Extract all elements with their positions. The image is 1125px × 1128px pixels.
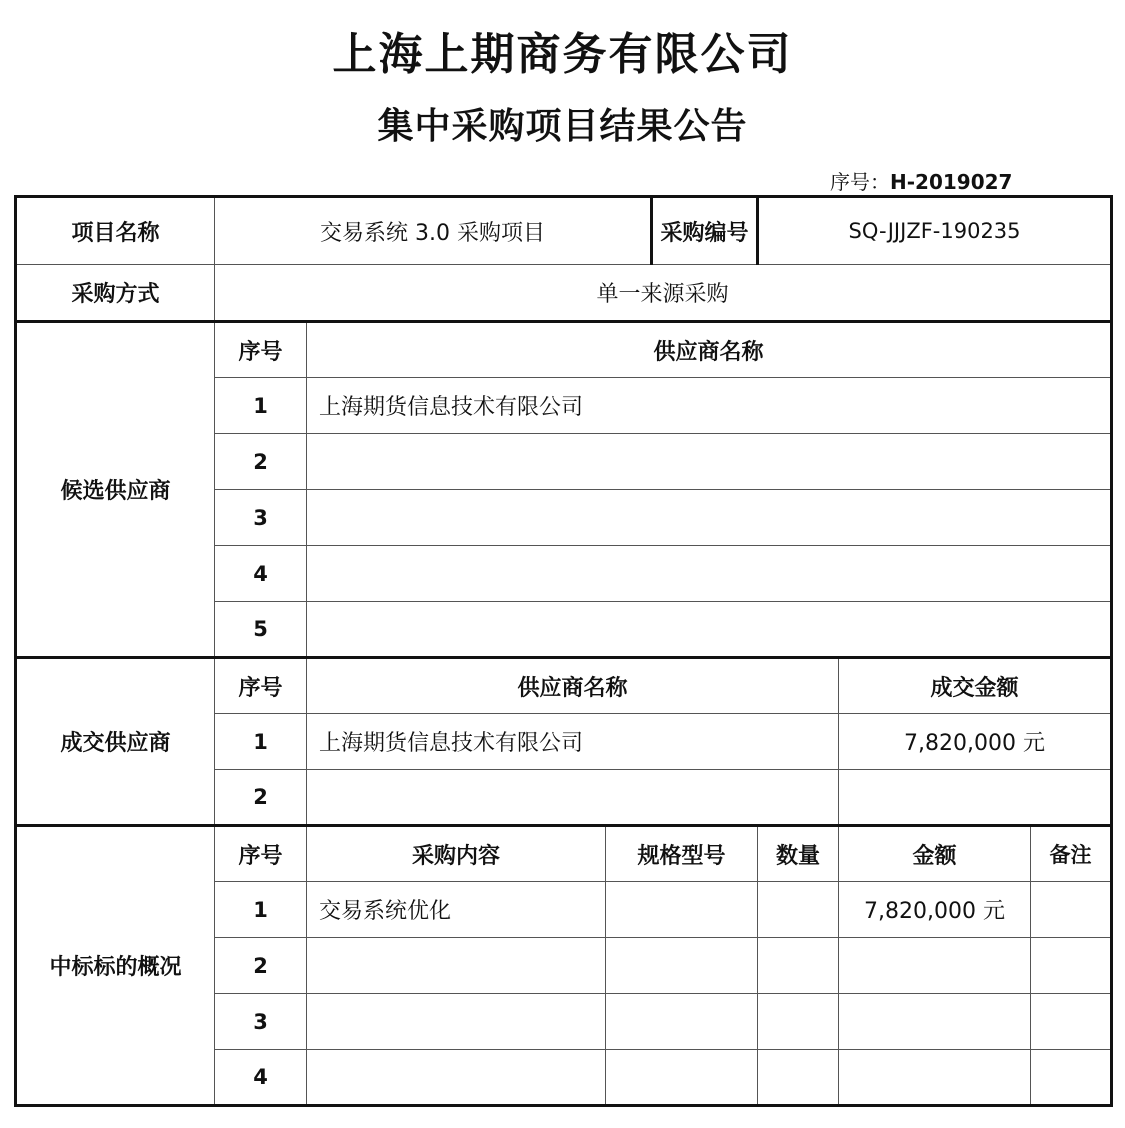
amount <box>839 938 1031 994</box>
summary-col-content: 采购内容 <box>307 826 606 882</box>
row-number: 2 <box>215 434 307 490</box>
winners-col-no: 序号 <box>215 658 307 714</box>
note <box>1031 1050 1112 1106</box>
amount: 7,820,000 元 <box>839 882 1031 938</box>
project-name-value: 交易系统 3.0 采购项目 <box>215 197 652 265</box>
supplier-name: 上海期货信息技术有限公司 <box>307 714 839 770</box>
quantity <box>758 882 839 938</box>
note <box>1031 882 1112 938</box>
supplier-name <box>307 434 1112 490</box>
purchase-content <box>307 1050 606 1106</box>
serial-label: 序号： <box>830 170 890 194</box>
supplier-name: 上海期货信息技术有限公司 <box>307 378 1112 434</box>
serial-value: H-2019027 <box>890 170 1013 194</box>
supplier-name <box>307 546 1112 602</box>
note <box>1031 994 1112 1050</box>
supplier-name <box>307 602 1112 658</box>
supplier-name <box>307 490 1112 546</box>
project-code-label: 采购编号 <box>652 197 758 265</box>
row-number: 1 <box>215 378 307 434</box>
purchase-content: 交易系统优化 <box>307 882 606 938</box>
summary-col-note: 备注 <box>1031 826 1112 882</box>
quantity <box>758 1050 839 1106</box>
winners-col-amount: 成交金额 <box>839 658 1112 714</box>
row-number: 1 <box>215 882 307 938</box>
spec-model <box>606 938 758 994</box>
spec-model <box>606 882 758 938</box>
announcement-title: 集中采购项目结果公告 <box>377 106 748 147</box>
purchase-content <box>307 938 606 994</box>
summary-col-amount: 金额 <box>839 826 1031 882</box>
spec-model <box>606 994 758 1050</box>
quantity <box>758 994 839 1050</box>
candidates-col-no: 序号 <box>215 322 307 378</box>
method-label: 采购方式 <box>16 265 215 322</box>
summary-col-spec: 规格型号 <box>606 826 758 882</box>
winners-section-label: 成交供应商 <box>16 658 215 826</box>
row-number: 3 <box>215 994 307 1050</box>
project-code-value: SQ-JJJZF-190235 <box>758 197 1112 265</box>
result-table <box>14 195 1113 1107</box>
note <box>1031 938 1112 994</box>
amount <box>839 994 1031 1050</box>
row-number: 5 <box>215 602 307 658</box>
method-value: 单一来源采购 <box>215 265 1112 322</box>
quantity <box>758 938 839 994</box>
deal-amount <box>839 770 1112 826</box>
summary-col-no: 序号 <box>215 826 307 882</box>
deal-amount: 7,820,000 元 <box>839 714 1112 770</box>
row-number: 1 <box>215 714 307 770</box>
serial-number <box>830 166 1012 195</box>
summary-section-label: 中标标的概况 <box>16 826 215 1106</box>
supplier-name <box>307 770 839 826</box>
candidates-section-label: 候选供应商 <box>16 322 215 658</box>
row-number: 3 <box>215 490 307 546</box>
row-number: 2 <box>215 770 307 826</box>
summary-col-qty: 数量 <box>758 826 839 882</box>
winners-col-name: 供应商名称 <box>307 658 839 714</box>
purchase-content <box>307 994 606 1050</box>
amount <box>839 1050 1031 1106</box>
spec-model <box>606 1050 758 1106</box>
company-title: 上海上期商务有限公司 <box>332 29 793 80</box>
row-number: 4 <box>215 546 307 602</box>
row-number: 2 <box>215 938 307 994</box>
candidates-col-name: 供应商名称 <box>307 322 1112 378</box>
row-number: 4 <box>215 1050 307 1106</box>
project-name-label: 项目名称 <box>16 197 215 265</box>
